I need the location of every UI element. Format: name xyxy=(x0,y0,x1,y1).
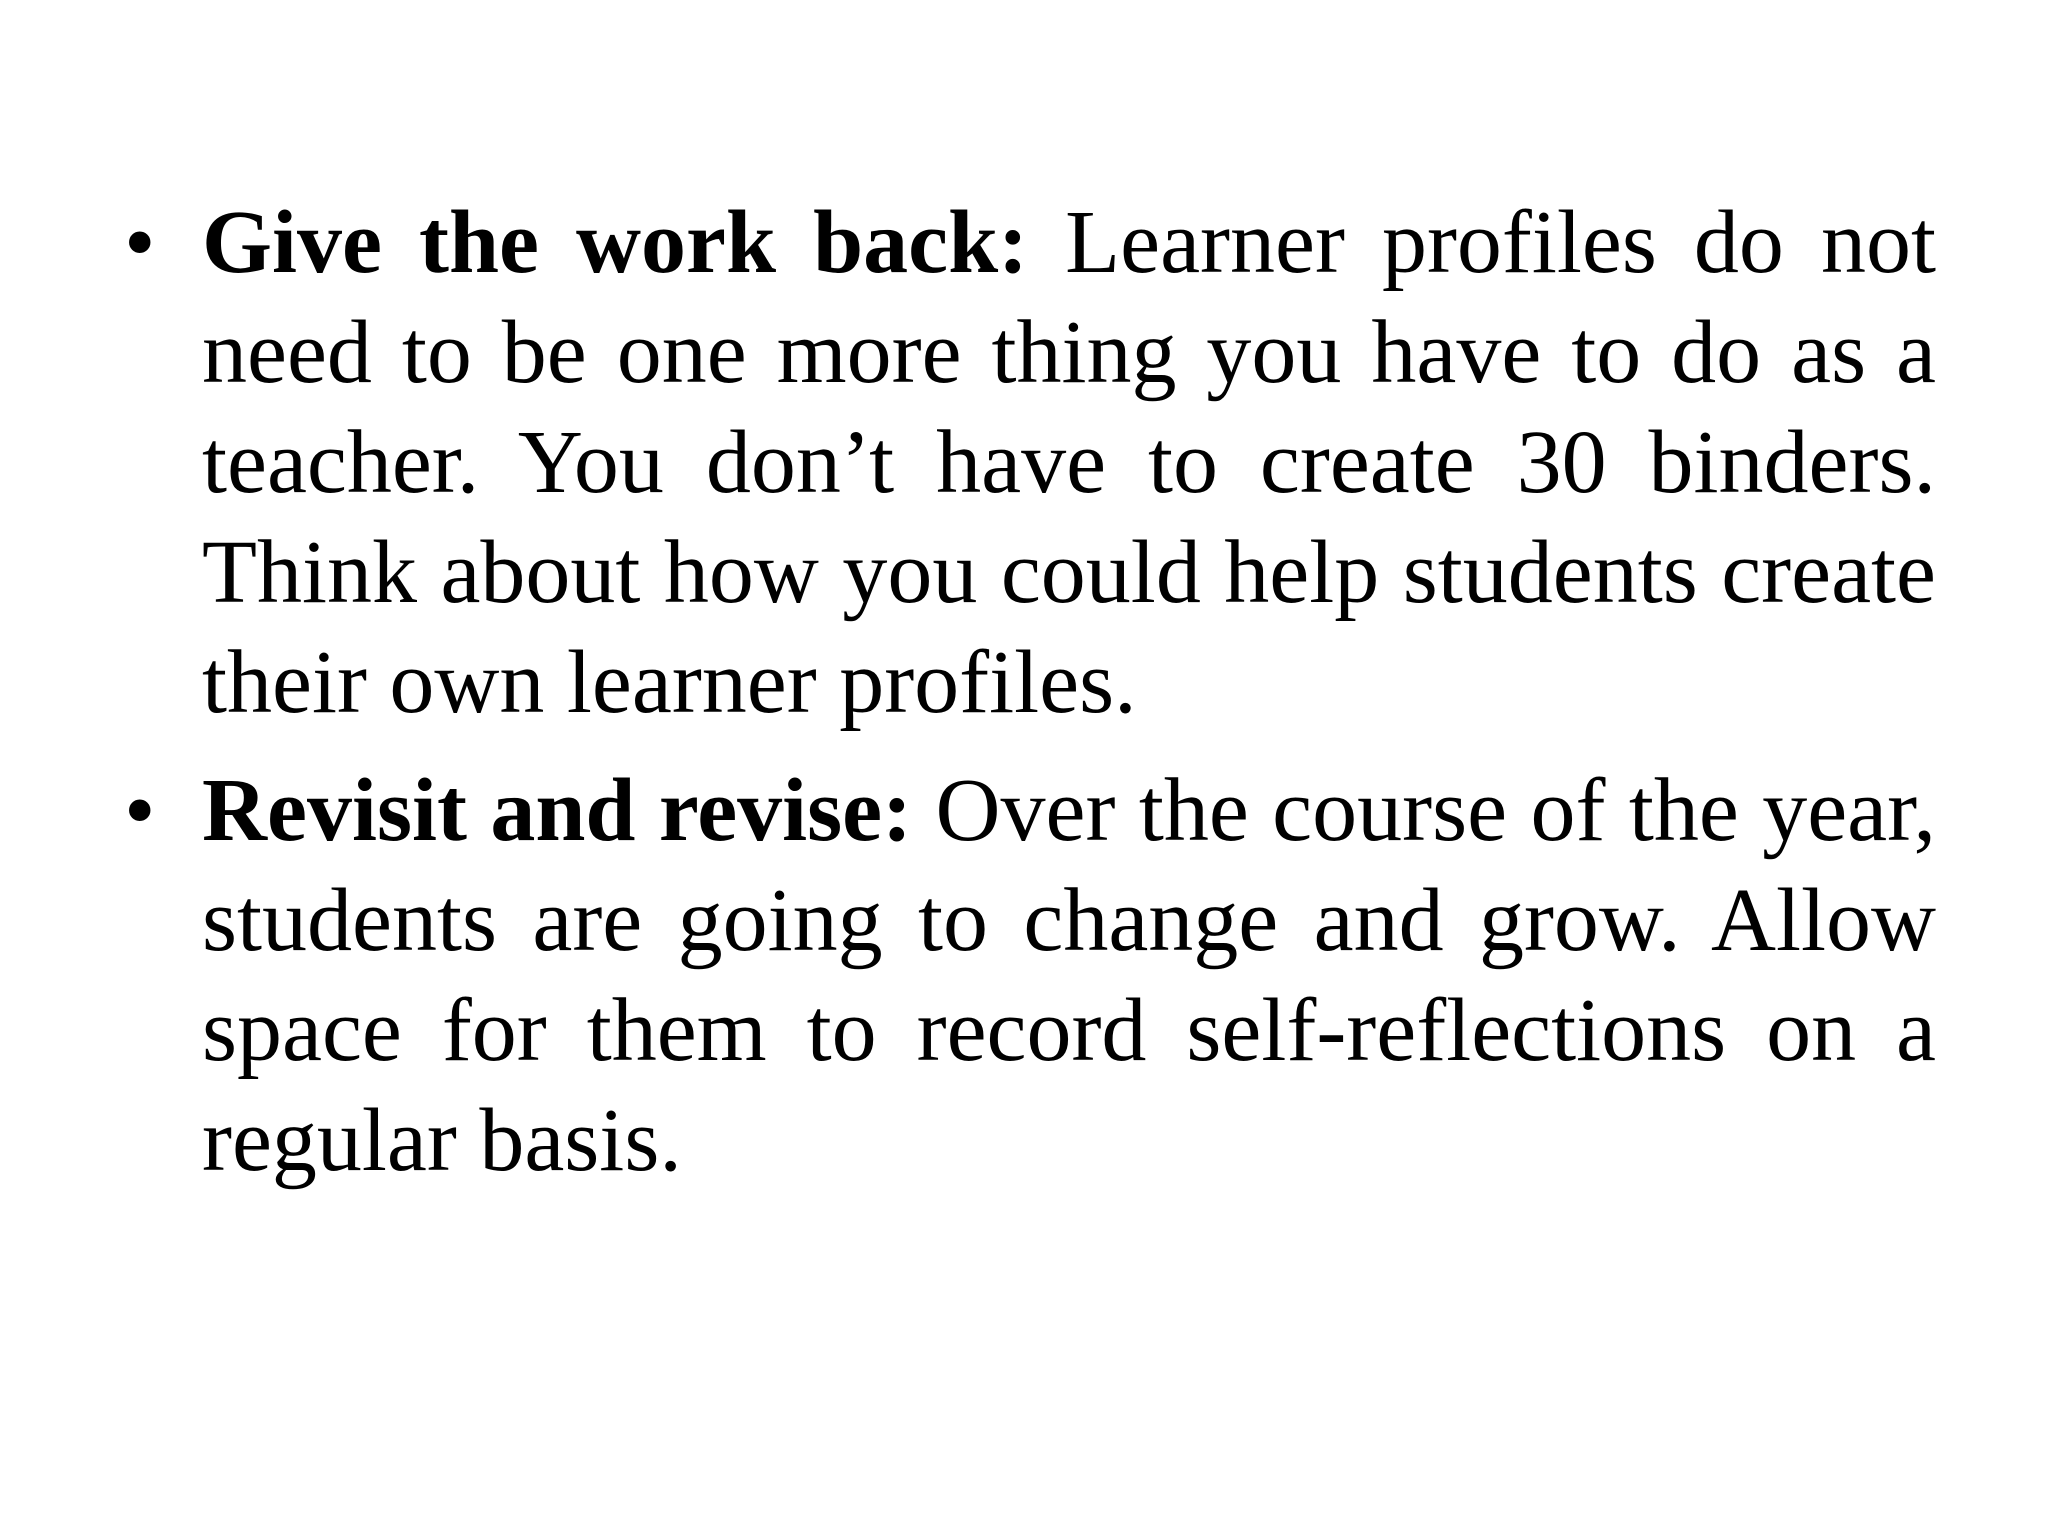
bullet-lead-text: Give the work back: xyxy=(202,193,1066,292)
bullet-icon: • xyxy=(124,761,156,860)
bullet-list xyxy=(118,188,1936,1214)
bullet-item-revisit-revise xyxy=(118,756,1936,1196)
bullet-body-text: Learner profiles do not need to be one more thing you have to do as a teacher. You don’t have to create 30 binders. Think about how you could help students create their own learner profiles. xyxy=(202,193,1936,732)
bullet-lead-text: Revisit and revise: xyxy=(202,761,936,860)
bullet-item-give-work-back xyxy=(118,188,1936,738)
bullet-icon: • xyxy=(124,193,156,292)
bullet-body-text: Over the course of the year, students are going to change and grow. Allow space for them to record self-reflections on a regular basis. xyxy=(202,761,1936,1190)
